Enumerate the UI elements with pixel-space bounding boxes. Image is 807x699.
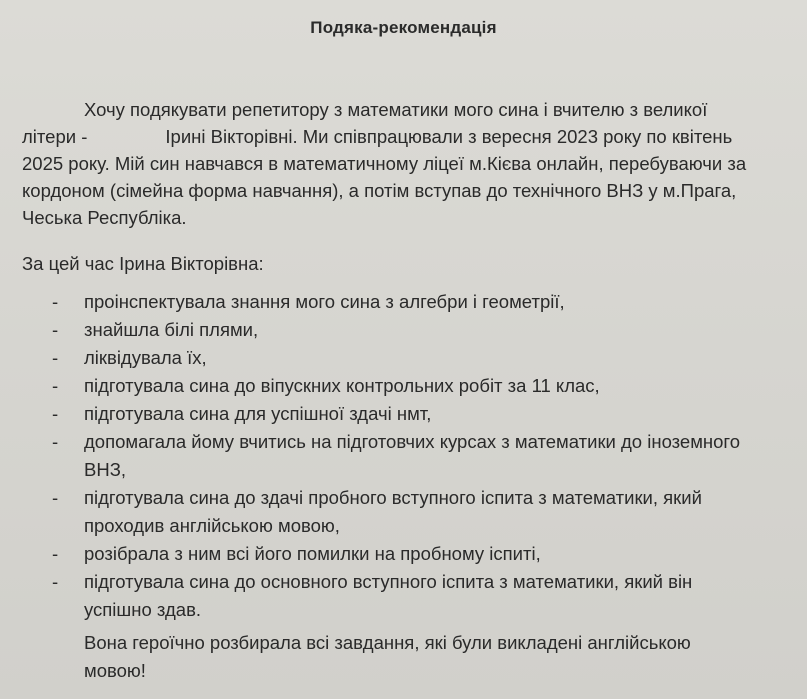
bullet-dash: - xyxy=(52,571,59,592)
bullet-dash: - xyxy=(52,319,59,340)
list-heading: За цей час Ірина Вікторівна: xyxy=(22,253,264,274)
list-item-text-cont: успішно здав. xyxy=(84,599,202,620)
bullet-dash: - xyxy=(52,403,59,424)
list-item-text: підготувала сина для успішної здачі нмт, xyxy=(84,403,432,424)
list-item xyxy=(0,372,807,400)
bullet-dash: - xyxy=(52,347,59,368)
document-title: Подяка-рекомендація xyxy=(310,18,497,37)
list-item-text-cont: ВНЗ, xyxy=(84,459,127,480)
intro-line xyxy=(22,123,792,150)
bullet-dash: - xyxy=(52,291,59,312)
list-item xyxy=(0,316,807,344)
list-item-text: підготувала сина до віпускних контрольних робіт за 11 клас, xyxy=(84,375,600,396)
list-item xyxy=(0,484,807,540)
bullet-dash: - xyxy=(52,543,59,564)
list-item-text: проінспектувала знання мого сина з алгебри і геометрії, xyxy=(84,291,565,312)
list-item-text: знайшла білі плями, xyxy=(84,319,259,340)
list-item-text: розібрала з ним всі його помилки на пробному іспиті, xyxy=(84,543,541,564)
intro-line: Хочу подякувати репетитору з математики мого сина і вчителю з великої xyxy=(84,99,708,120)
achievements-list xyxy=(0,288,807,624)
intro-line: кордоном (сімейна форма навчання), а потім вступав до технічного ВНЗ у м.Прага, xyxy=(22,180,737,201)
list-item xyxy=(0,400,807,428)
list-item-text-cont: проходив англійською мовою, xyxy=(84,515,340,536)
bullet-dash: - xyxy=(52,375,59,396)
list-item xyxy=(0,428,807,484)
closing-paragraph xyxy=(84,629,691,685)
list-item-text: підготувала сина до основного вступного іспита з математики, який він xyxy=(84,571,693,592)
list-item xyxy=(0,540,807,568)
closing-line: мовою! xyxy=(84,660,146,681)
intro-line-end: Ірині Вікторівні. Ми співпрацювали з вересня 2023 року по квітень xyxy=(165,126,733,147)
closing-line: Вона героїчно розбирала всі завдання, які були викладені англійською xyxy=(84,632,691,653)
intro-paragraph xyxy=(22,96,792,231)
list-item-text: ліквідувала їх, xyxy=(84,347,207,368)
intro-line-start: літери - xyxy=(22,126,88,147)
intro-line: Чеська Республіка. xyxy=(22,207,187,228)
bullet-dash: - xyxy=(52,487,59,508)
list-item xyxy=(0,288,807,316)
list-item-text: допомагала йому вчитись на підготовчих курсах з математики до іноземного xyxy=(84,431,741,452)
list-item-text: підготувала сина до здачі пробного вступного іспита з математики, який xyxy=(84,487,702,508)
bullet-dash: - xyxy=(52,431,59,452)
intro-line: 2025 року. Мій син навчався в математичному ліцеї м.Кієва онлайн, перебуваючи за xyxy=(22,153,747,174)
list-item xyxy=(0,344,807,372)
list-item xyxy=(0,568,807,624)
